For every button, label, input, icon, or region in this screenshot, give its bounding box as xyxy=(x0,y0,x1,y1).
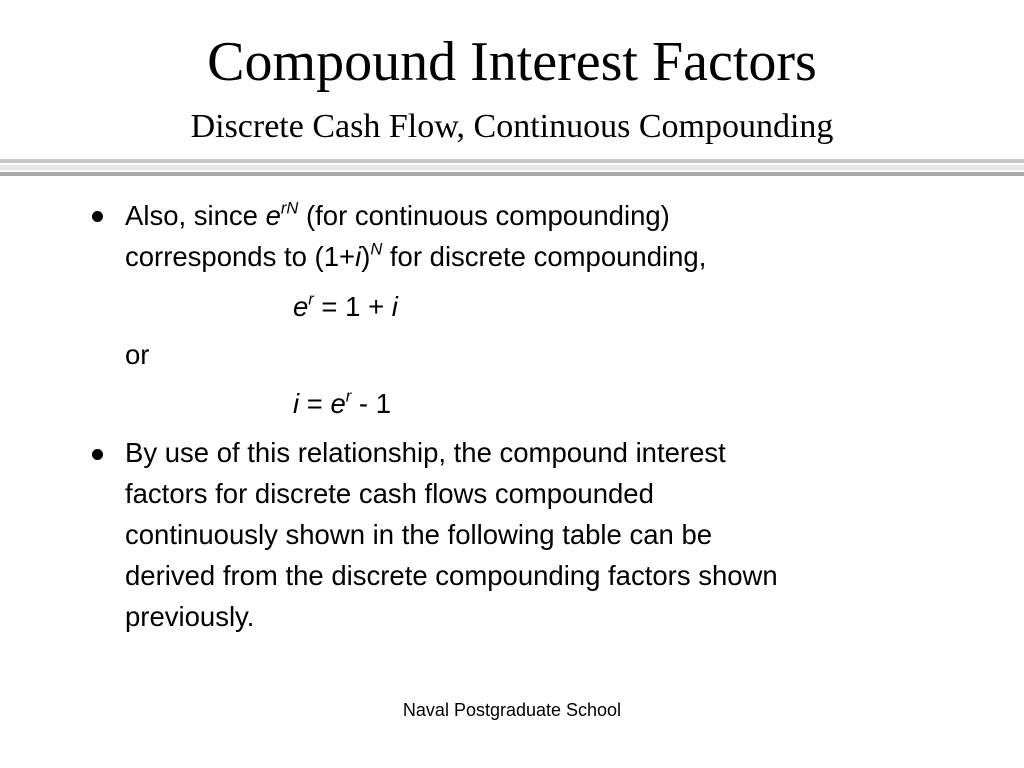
header-rule-top xyxy=(0,159,1024,163)
bullet-1-text-b: (for continuous compounding) xyxy=(298,200,670,231)
bullet-1-text-e: for discrete compounding, xyxy=(382,241,707,272)
equation-er-equals-1-plus-i: $e^r = 1 + i$ xyxy=(293,290,398,322)
header-rule-middle xyxy=(0,165,1024,170)
bullet-2-line-5: previously. xyxy=(125,601,255,632)
slide-title: Compound Interest Factors xyxy=(207,31,817,93)
slide-subtitle: Discrete Cash Flow, Continuous Compounding xyxy=(190,108,834,145)
bullet-1-text-d: ) xyxy=(361,241,371,272)
bullet-2-line-4: derived from the discrete compounding factors shown xyxy=(125,560,778,591)
bullet-2-line-3: continuously shown in the following table can be xyxy=(125,519,713,550)
bullet-1-var-i: i xyxy=(355,241,362,272)
connector-or: or xyxy=(125,339,150,370)
bullet-1-line-2 xyxy=(125,236,985,277)
bullet-1-dot xyxy=(92,211,103,222)
equation-i-equals-er-minus-1: $i = e^r - 1$ xyxy=(293,387,391,419)
bullet-1-var-e: e xyxy=(265,200,281,231)
bullet-2-line-2: factors for discrete cash flows compounded xyxy=(125,478,654,509)
bullet-1-text-c: corresponds to (1+ xyxy=(125,241,356,272)
footer-text: Naval Postgraduate School xyxy=(402,700,622,720)
header-rule-bottom xyxy=(0,172,1024,176)
bullet-1-exp-rN: rN xyxy=(280,199,299,218)
bullet-1-text-a: Also, since xyxy=(125,200,266,231)
bullet-2-line-1: By use of this relationship, the compound interest xyxy=(125,437,726,468)
bullet-1-line-1 xyxy=(125,195,985,236)
bullet-1-exp-N: N xyxy=(370,240,383,259)
bullet-2-dot xyxy=(92,449,103,460)
